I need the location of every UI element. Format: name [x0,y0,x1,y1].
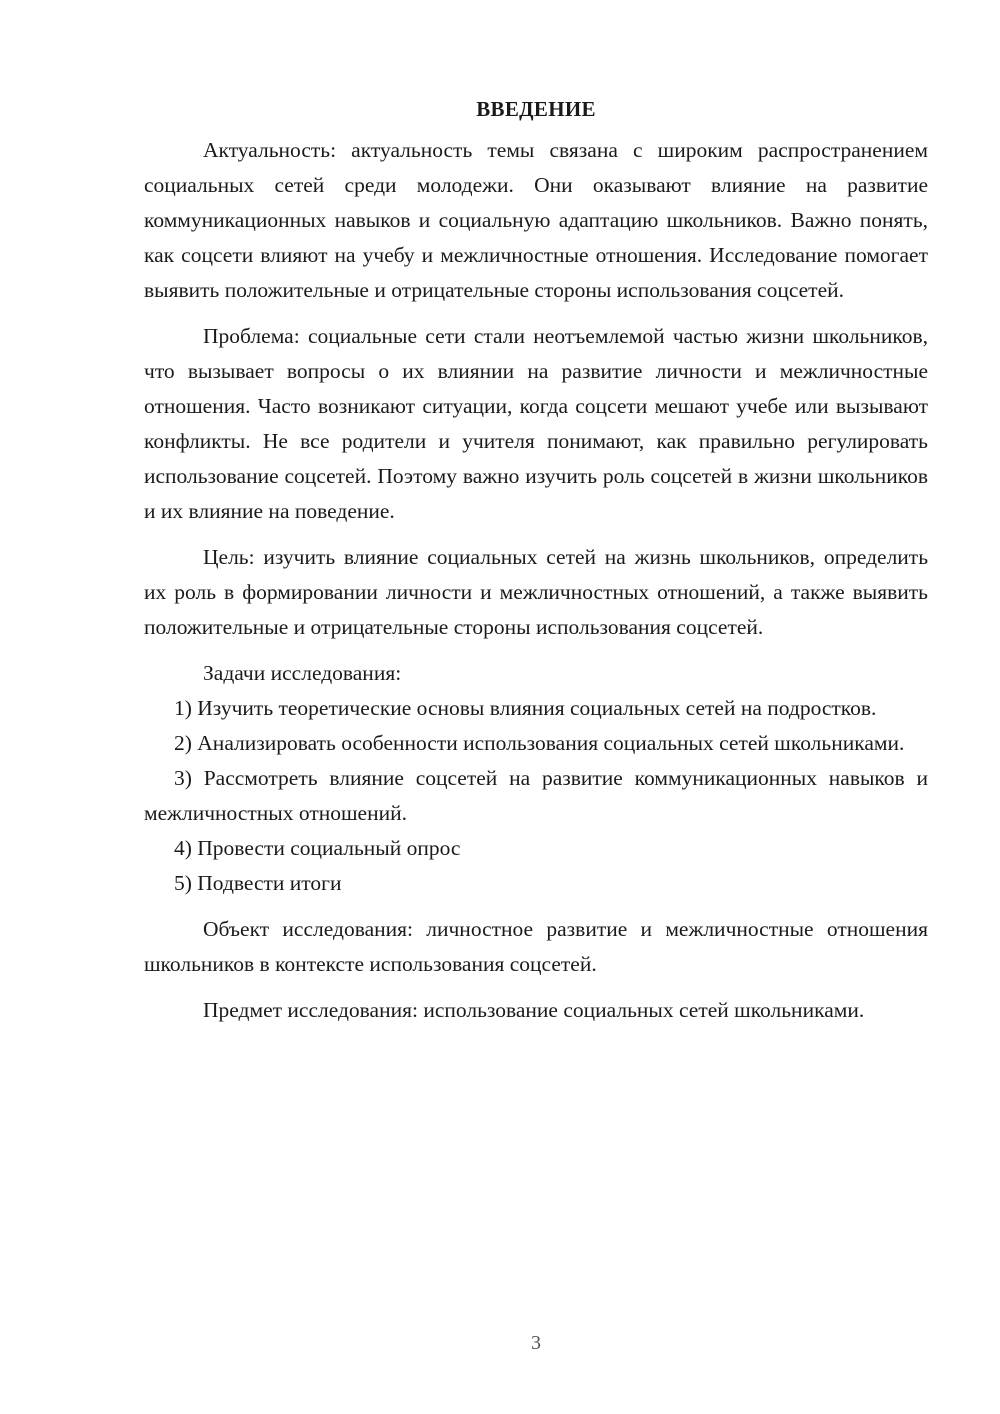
paragraph-relevance: Актуальность: актуальность темы связана с широким распространением социальных сетей среди молодежи. Они оказывают влияние на развитие коммуникационных навыков и социальную адаптацию школьников. Важно понять, как соцсети влияют на учебу и межличностные отношения. Исследование помогает выявить положительные и отрицательные стороны использования соцсетей. [144,138,928,302]
task-item-3: 3) Рассмотреть влияние соцсетей на развитие коммуникационных навыков и межличностных отношений. [144,766,928,825]
document-page [144,92,928,1028]
paragraph-goal: Цель: изучить влияние социальных сетей на жизнь школьников, определить их роль в формировании личности и межличностных отношений, а также выявить положительные и отрицательные стороны использования соцсетей. [144,545,928,639]
paragraph-subject: Предмет исследования: использование социальных сетей школьниками. [203,998,865,1022]
task-item-1: 1) Изучить теоретические основы влияния социальных сетей на подростков. [174,696,877,720]
task-item-5: 5) Подвести итоги [174,871,342,895]
page-title: ВВЕДЕНИЕ [476,97,596,121]
paragraph-object: Объект исследования: личностное развитие и межличностные отношения школьников в контексте использования соцсетей. [144,917,928,976]
task-item-4: 4) Провести социальный опрос [174,836,461,860]
paragraph-problem: Проблема: социальные сети стали неотъемлемой частью жизни школьников, что вызывает вопросы о их влиянии на развитие личности и межличностные отношения. Часто возникают ситуации, когда соцсети мешают учебе или вызывают конфликты. Не все родители и учителя понимают, как правильно регулировать использование соцсетей. Поэтому важно изучить роль соцсетей в жизни школьников и их влияние на поведение. [144,324,928,523]
task-item-2: 2) Анализировать особенности использования социальных сетей школьниками. [174,731,905,755]
page-number: 3 [531,1332,541,1354]
tasks-heading: Задачи исследования: [203,661,402,685]
